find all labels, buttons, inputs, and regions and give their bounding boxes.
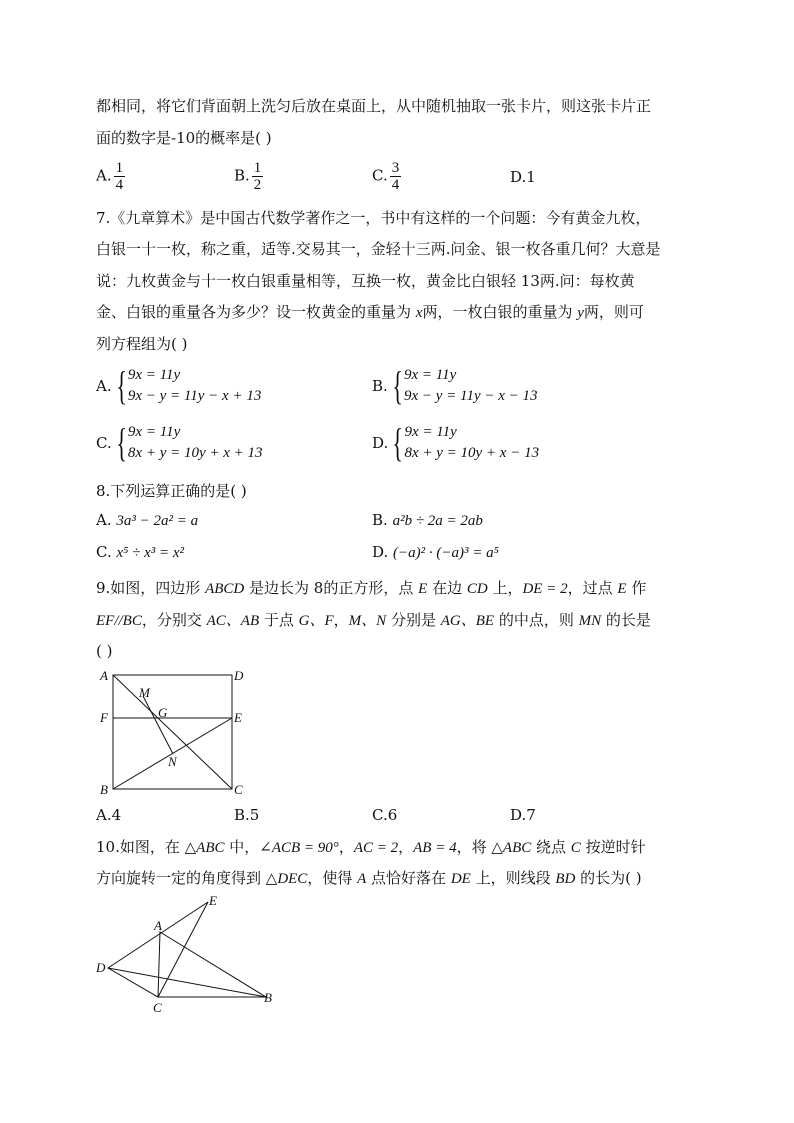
- q9-option-d[interactable]: D.7: [510, 806, 536, 824]
- label-b: B: [264, 990, 272, 1005]
- fraction: $\frac{1}{2}$: [253, 160, 262, 193]
- q8-option-c[interactable]: C. x⁵ ÷ x³ = x²: [96, 543, 185, 561]
- label-m: M: [139, 685, 150, 700]
- q9-option-a[interactable]: A.4: [96, 806, 122, 824]
- q7-stem-line-3: 说：九枚黄金与十一枚白银重量相等，互换一枚，黄金比白银轻 13两.问：每枚黄: [96, 272, 635, 290]
- brace-icon: {: [116, 420, 127, 465]
- q8-option-b[interactable]: B. a²b ÷ 2a = 2ab: [372, 511, 483, 529]
- q6-option-d[interactable]: D.1: [510, 168, 536, 186]
- q6-option-c[interactable]: C. $\frac{3}{4}$: [372, 160, 400, 193]
- diagonal-ac: [113, 675, 232, 789]
- q6-stem-line-1: 都相同，将它们背面朝上洗匀后放在桌面上，从中随机抽取一张卡片，则这张卡片正: [96, 97, 652, 115]
- q8-stem: 8.下列运算正确的是( ): [96, 482, 247, 500]
- label-c: C: [153, 1000, 162, 1015]
- q7-option-c[interactable]: C. { 9x = 11y 8x + y = 10y + x + 13: [96, 420, 263, 465]
- q9-figure: [96, 664, 256, 799]
- q10-stem-line-1: 10.如图，在 △ABC 中，∠ACB = 90°，AC = 2，AB = 4，将 △ABC 绕点 C 按逆时针: [96, 838, 646, 856]
- label-d: D: [234, 668, 244, 683]
- brace-icon: {: [392, 363, 403, 408]
- q9-option-b[interactable]: B.5: [234, 806, 260, 824]
- q6-option-a[interactable]: A. $\frac{1}{4}$: [96, 160, 124, 193]
- label-d: D: [96, 960, 106, 975]
- q7-option-a[interactable]: A. { 9x = 11y 9x − y = 11y − x + 13: [96, 363, 262, 408]
- label-e: E: [234, 710, 242, 725]
- q7-stem-line-5: 列方程组为( ): [96, 335, 188, 353]
- q6-stem-line-2: 面的数字是-10的概率是( ): [96, 129, 272, 147]
- q9-option-c[interactable]: C.6: [372, 806, 398, 824]
- brace-icon: {: [392, 420, 404, 465]
- q9-stem-line-2: EF//BC，分别交 AC、AB 于点 G、F，M、N 分别是 AG、BE 的中点，则 MN 的长是: [96, 611, 651, 629]
- q7-stem-line-4: 金、白银的重量各为多少？设一枚黄金的重量为 x两，一枚白银的重量为 y两，则可: [96, 303, 644, 321]
- label-a: A: [100, 668, 108, 683]
- q7-stem-line-1: 7.《九章算术》是中国古代数学著作之一，书中有这样的一个问题：今有黄金九枚，: [96, 209, 651, 227]
- label-n: N: [168, 754, 177, 769]
- label-e: E: [209, 893, 217, 908]
- q10-stem-line-2: 方向旋转一定的角度得到 △DEC，使得 A 点恰好落在 DE 上，则线段 BD 的长为( ): [96, 869, 642, 887]
- q8-option-a[interactable]: A. 3a³ − 2a² = a: [96, 511, 199, 529]
- label-c: C: [234, 782, 243, 797]
- q9-stem-line-1: 9.如图，四边形 ABCD 是边长为 8的正方形，点 E 在边 CD 上，DE = 2，过点 E 作: [96, 579, 647, 597]
- q10-figure: [90, 892, 290, 1022]
- q7-option-b[interactable]: B. { 9x = 11y 9x − y = 11y − x − 13: [372, 363, 538, 408]
- q8-option-d[interactable]: D. (−a)² · (−a)³ = a⁵: [372, 543, 499, 561]
- q9-stem-line-3: ( ): [96, 642, 113, 660]
- q6-option-b[interactable]: B. $\frac{1}{2}$: [234, 160, 262, 193]
- brace-icon: {: [115, 363, 127, 408]
- q7-option-d[interactable]: D. { 9x = 11y 8x + y = 10y + x − 13: [372, 420, 540, 465]
- label-a: A: [154, 918, 162, 933]
- label-b: B: [100, 782, 108, 797]
- q7-stem-line-2: 白银一十一枚，称之重，适等.交易其一，金轻十三两.问金、银一枚各重几何？大意是: [96, 240, 661, 258]
- label-g: G: [158, 705, 168, 720]
- label-f: F: [100, 710, 108, 725]
- fraction: $\frac{3}{4}$: [391, 160, 400, 193]
- fraction: $\frac{1}{4}$: [115, 160, 124, 193]
